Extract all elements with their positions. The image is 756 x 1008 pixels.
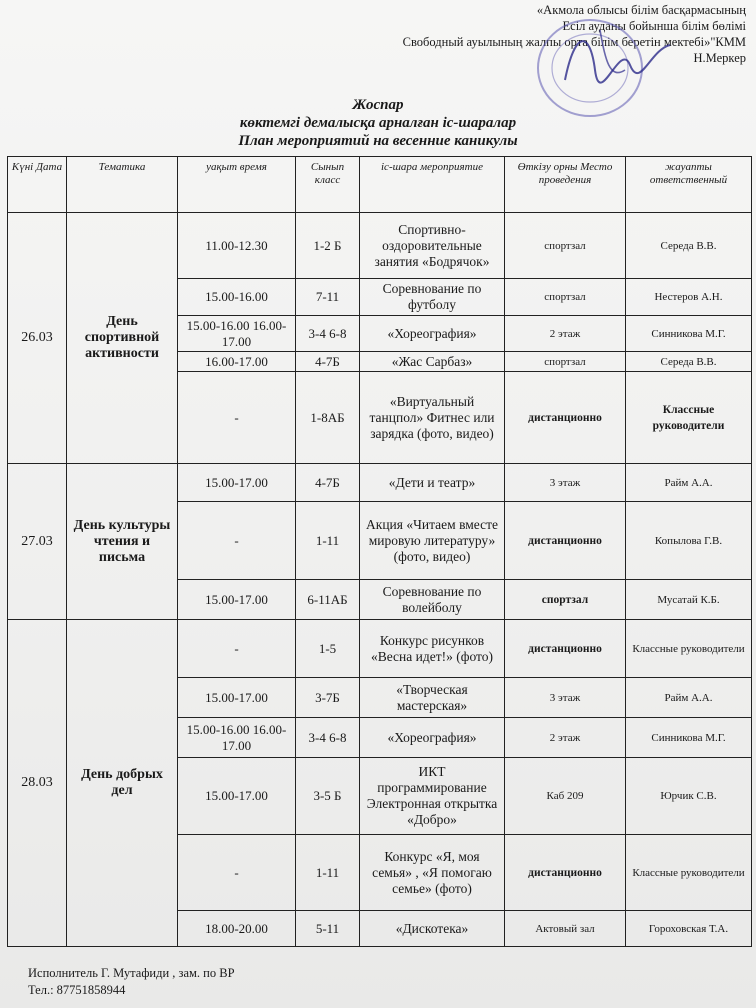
responsible-cell: Синникова М.Г. bbox=[626, 316, 752, 352]
event-cell: «Хореография» bbox=[360, 316, 505, 352]
document-title bbox=[0, 96, 756, 150]
class-cell: 1-5 bbox=[296, 620, 360, 678]
time-cell: 15.00-17.00 bbox=[178, 678, 296, 718]
header-place: Өткізу орны Место проведения bbox=[505, 157, 626, 213]
header-theme: Тематика bbox=[67, 157, 178, 213]
header-event: іс-шара мероприятие bbox=[360, 157, 505, 213]
time-cell: 16.00-17.00 bbox=[178, 352, 296, 372]
place-cell: 3 этаж bbox=[505, 678, 626, 718]
table-header-row bbox=[8, 157, 752, 213]
responsible-cell: Райм А.А. bbox=[626, 678, 752, 718]
class-cell: 3-7Б bbox=[296, 678, 360, 718]
place-cell: дистанционно bbox=[505, 835, 626, 911]
event-cell: «Жас Сарбаз» bbox=[360, 352, 505, 372]
footer bbox=[28, 965, 235, 999]
time-cell: - bbox=[178, 372, 296, 464]
approval-line-2: Есіл ауданы бойынша білім бөлімі bbox=[562, 19, 746, 33]
place-cell: спортзал bbox=[505, 213, 626, 279]
class-cell: 4-7Б bbox=[296, 352, 360, 372]
responsible-cell: Гороховская Т.А. bbox=[626, 911, 752, 947]
table-row bbox=[8, 620, 752, 678]
time-cell: 18.00-20.00 bbox=[178, 911, 296, 947]
responsible-cell: Середа В.В. bbox=[626, 352, 752, 372]
place-cell: 2 этаж bbox=[505, 718, 626, 758]
events-table bbox=[7, 156, 752, 947]
place-cell: дистанционно bbox=[505, 502, 626, 580]
event-cell: ИКТ программирование Электронная открытка «Добро» bbox=[360, 758, 505, 835]
theme-cell: День добрых дел bbox=[67, 620, 178, 947]
time-cell: 15.00-16.00 16.00-17.00 bbox=[178, 718, 296, 758]
time-cell: 15.00-16.00 bbox=[178, 279, 296, 316]
approval-line-4: Н.Меркер bbox=[693, 51, 746, 65]
time-cell: - bbox=[178, 620, 296, 678]
event-cell: Акция «Читаем вместе мировую литературу» (фото, видео) bbox=[360, 502, 505, 580]
event-cell: «Творческая мастерская» bbox=[360, 678, 505, 718]
place-cell: спортзал bbox=[505, 279, 626, 316]
event-cell: «Хореография» bbox=[360, 718, 505, 758]
time-cell: 15.00-17.00 bbox=[178, 464, 296, 502]
place-cell: спортзал bbox=[505, 580, 626, 620]
time-cell: - bbox=[178, 835, 296, 911]
theme-cell: День спортивной активности bbox=[67, 213, 178, 464]
place-cell: дистанционно bbox=[505, 372, 626, 464]
time-cell: 15.00-16.00 16.00-17.00 bbox=[178, 316, 296, 352]
date-cell: 27.03 bbox=[8, 464, 67, 620]
responsible-cell: Копылова Г.В. bbox=[626, 502, 752, 580]
title-line-1: Жоспар bbox=[352, 97, 404, 113]
class-cell: 3-4 6-8 bbox=[296, 718, 360, 758]
header-class: Сынып класс bbox=[296, 157, 360, 213]
responsible-cell: Синникова М.Г. bbox=[626, 718, 752, 758]
executor-line: Исполнитель Г. Мутафиди , зам. по ВР bbox=[28, 966, 235, 980]
place-cell: Каб 209 bbox=[505, 758, 626, 835]
place-cell: спортзал bbox=[505, 352, 626, 372]
event-cell: Конкурс «Я, моя семья» , «Я помогаю семье» (фото) bbox=[360, 835, 505, 911]
place-cell: дистанционно bbox=[505, 620, 626, 678]
approval-line-1: «Акмола облысы білім басқармасының bbox=[536, 3, 746, 17]
event-cell: «Виртуальный танцпол» Фитнес или зарядка (фото, видео) bbox=[360, 372, 505, 464]
event-cell: «Дискотека» bbox=[360, 911, 505, 947]
time-cell: 11.00-12.30 bbox=[178, 213, 296, 279]
date-cell: 28.03 bbox=[8, 620, 67, 947]
class-cell: 1-2 Б bbox=[296, 213, 360, 279]
approval-line-3: Свободный ауылының жалпы орта білім беретін мектебі»"КММ bbox=[402, 35, 746, 49]
responsible-cell: Райм А.А. bbox=[626, 464, 752, 502]
responsible-cell: Середа В.В. bbox=[626, 213, 752, 279]
header-responsible: жауапты ответственный bbox=[626, 157, 752, 213]
class-cell: 1-11 bbox=[296, 502, 360, 580]
place-cell: Актовый зал bbox=[505, 911, 626, 947]
class-cell: 3-5 Б bbox=[296, 758, 360, 835]
class-cell: 7-11 bbox=[296, 279, 360, 316]
time-cell: - bbox=[178, 502, 296, 580]
time-cell: 15.00-17.00 bbox=[178, 580, 296, 620]
responsible-cell: Классные руководители bbox=[626, 620, 752, 678]
event-cell: Конкурс рисунков «Весна идет!» (фото) bbox=[360, 620, 505, 678]
title-line-2: көктемгі демалысқа арналған іс-шаралар bbox=[239, 115, 517, 131]
date-cell: 26.03 bbox=[8, 213, 67, 464]
responsible-cell: Нестеров А.Н. bbox=[626, 279, 752, 316]
class-cell: 3-4 6-8 bbox=[296, 316, 360, 352]
header-time: уақыт время bbox=[178, 157, 296, 213]
place-cell: 2 этаж bbox=[505, 316, 626, 352]
table-row bbox=[8, 213, 752, 279]
header-date: Күні Дата bbox=[8, 157, 67, 213]
event-cell: Спортивно-оздоровительные занятия «Бодрячок» bbox=[360, 213, 505, 279]
class-cell: 6-11АБ bbox=[296, 580, 360, 620]
theme-cell: День культуры чтения и письма bbox=[67, 464, 178, 620]
phone-line: Тел.: 87751858944 bbox=[28, 983, 126, 997]
class-cell: 1-11 bbox=[296, 835, 360, 911]
event-cell: Соревнование по волейболу bbox=[360, 580, 505, 620]
time-cell: 15.00-17.00 bbox=[178, 758, 296, 835]
event-cell: «Дети и театр» bbox=[360, 464, 505, 502]
class-cell: 5-11 bbox=[296, 911, 360, 947]
responsible-cell: Классные руководители bbox=[626, 372, 752, 464]
event-cell: Соревнование по футболу bbox=[360, 279, 505, 316]
class-cell: 1-8АБ bbox=[296, 372, 360, 464]
responsible-cell: Классные руководители bbox=[626, 835, 752, 911]
class-cell: 4-7Б bbox=[296, 464, 360, 502]
responsible-cell: Мусатай К.Б. bbox=[626, 580, 752, 620]
title-line-3: План мероприятий на весенние каникулы bbox=[238, 133, 518, 149]
place-cell: 3 этаж bbox=[505, 464, 626, 502]
table-row bbox=[8, 464, 752, 502]
responsible-cell: Юрчик С.В. bbox=[626, 758, 752, 835]
